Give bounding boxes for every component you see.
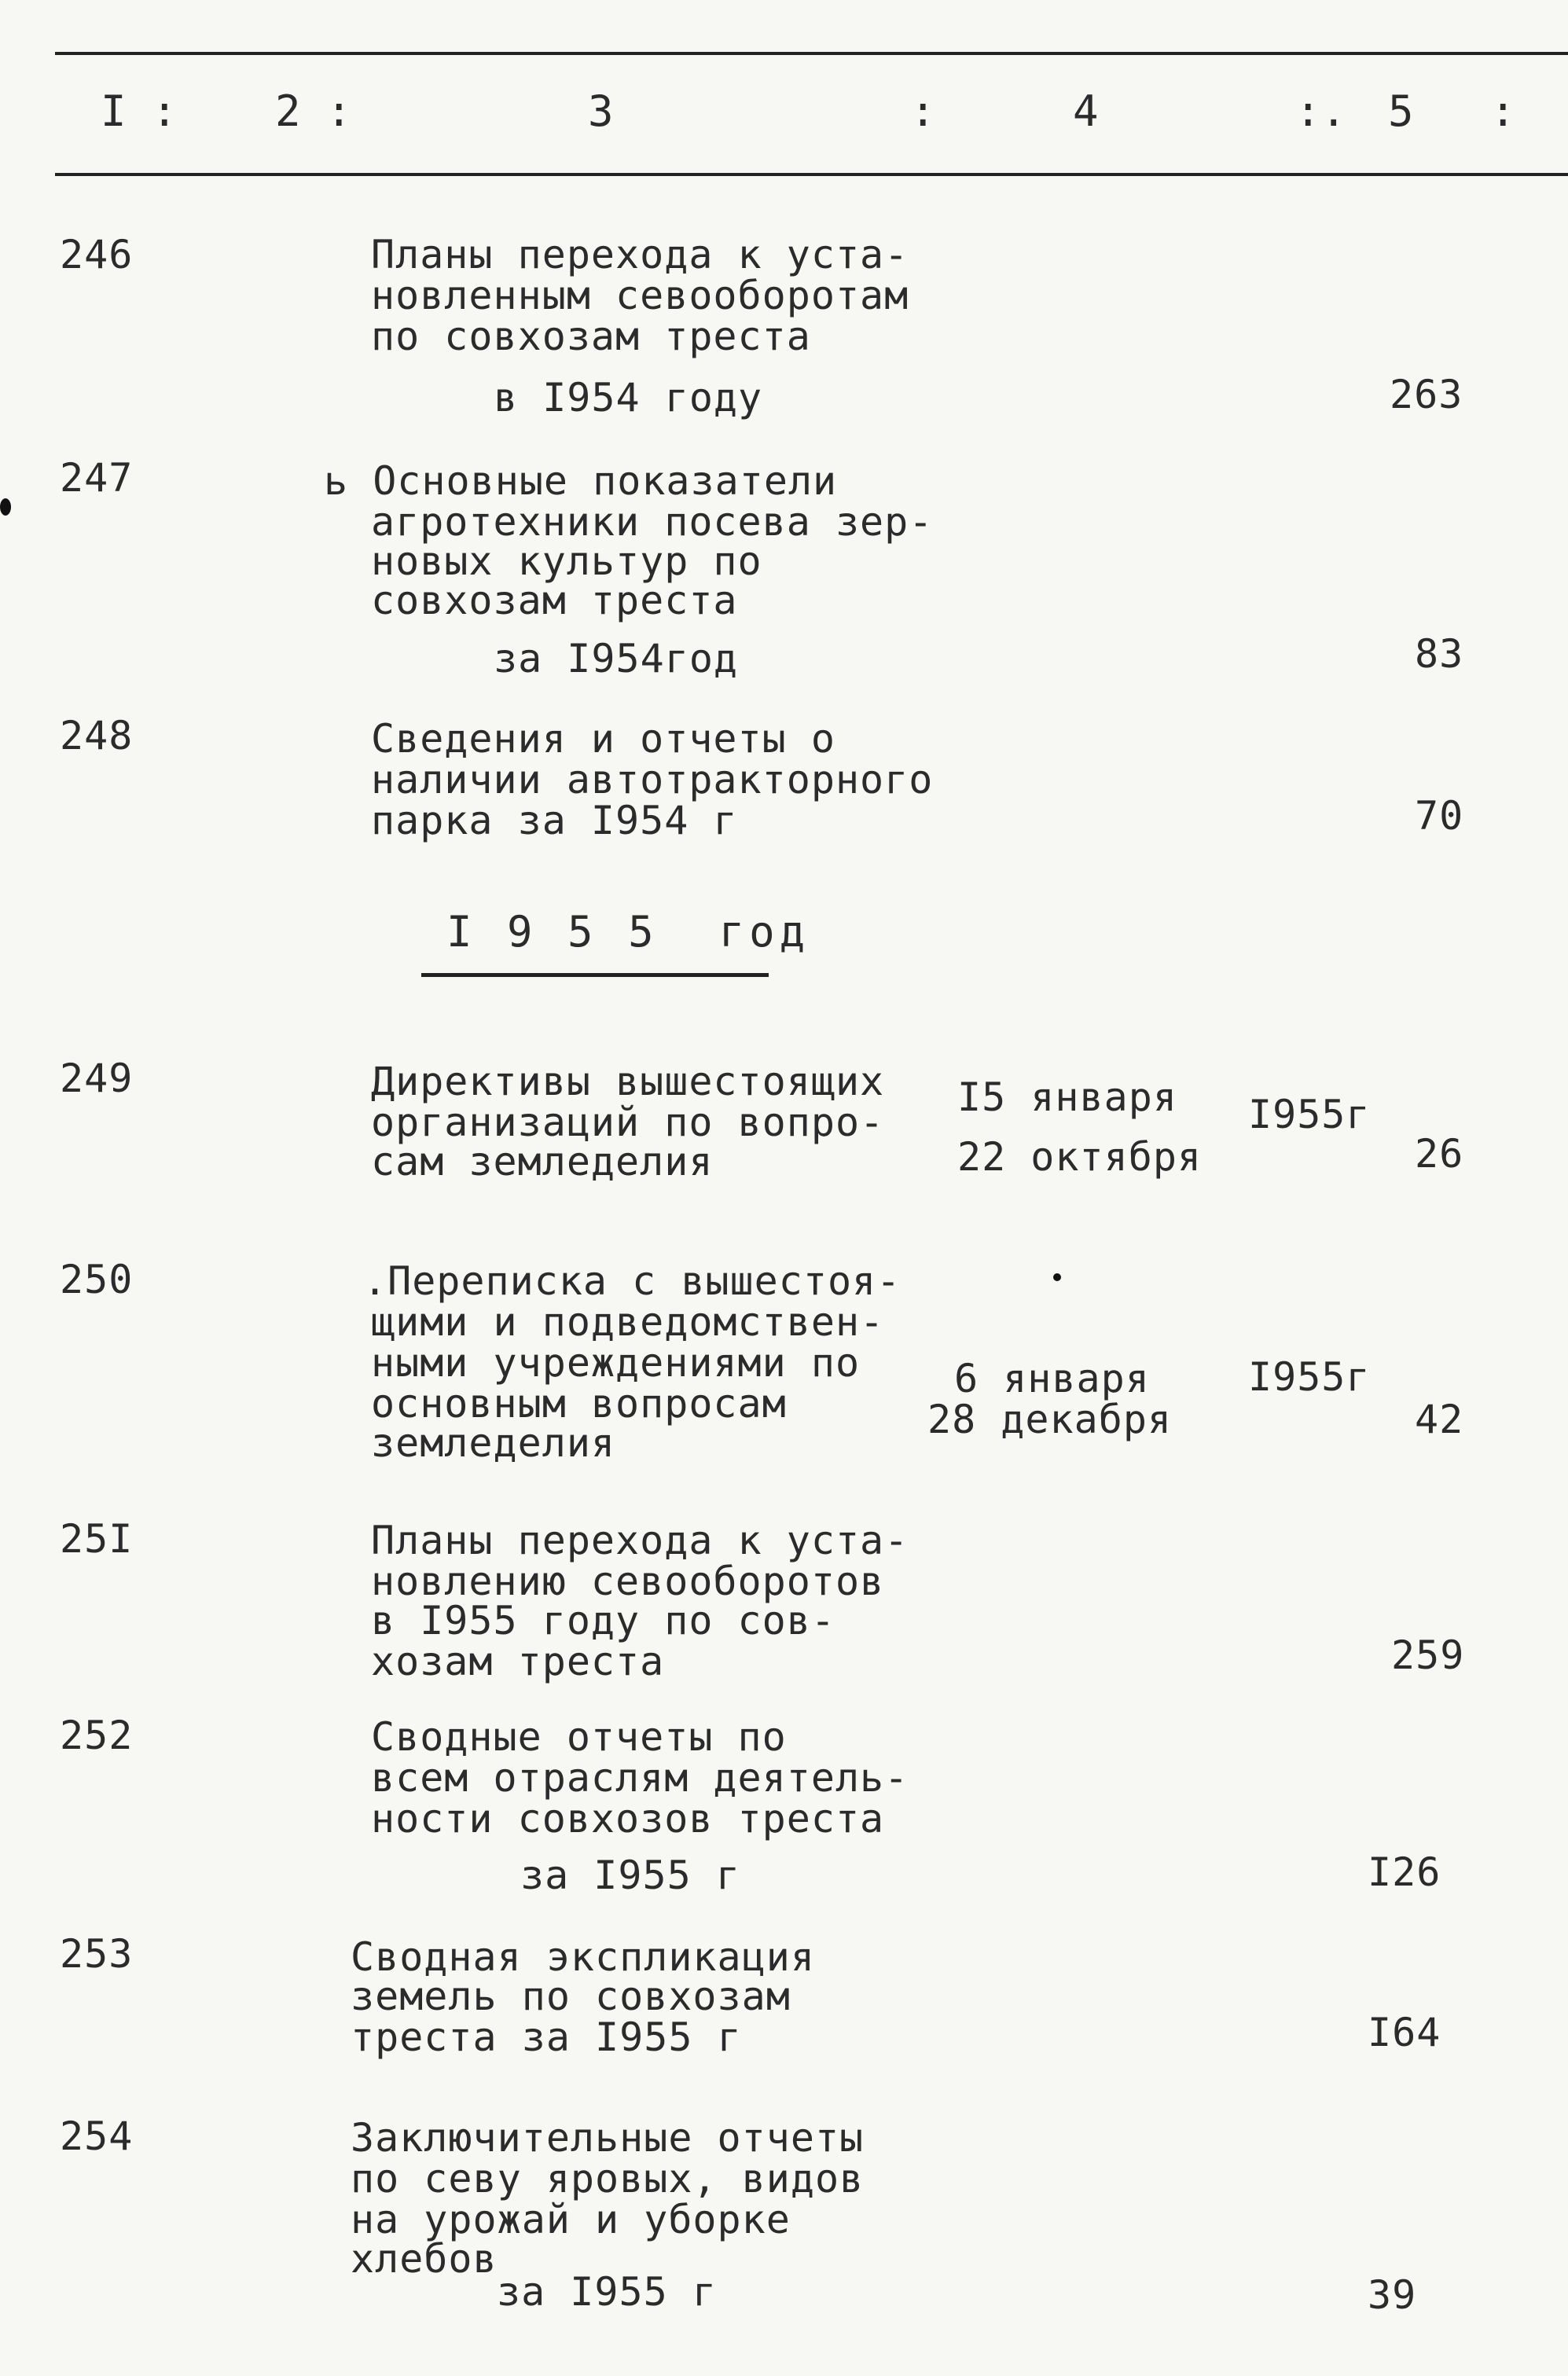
entry-title-line: наличии автотракторного bbox=[371, 757, 934, 802]
entry-sheet-count: 70 bbox=[1415, 793, 1464, 839]
entry-number: 253 bbox=[60, 1931, 134, 1977]
entry-period: в I954 году bbox=[494, 375, 763, 420]
section-year-underline bbox=[421, 973, 769, 977]
entry-title-line: земледелия bbox=[371, 1420, 616, 1466]
entry-year: I955г bbox=[1248, 1092, 1371, 1137]
entry-title-line: щими и подведомствен- bbox=[371, 1299, 885, 1345]
entry-title-line: .Переписка с вышестоя- bbox=[363, 1258, 902, 1304]
punch-hole-mark bbox=[0, 498, 11, 516]
entry-date-from: 6 января bbox=[954, 1356, 1150, 1401]
column-header-1: I : bbox=[101, 86, 178, 136]
entry-title-line: земель по совхозам bbox=[351, 1974, 791, 2019]
column-header-2: 2 : bbox=[275, 86, 352, 136]
top-rule bbox=[55, 52, 1568, 55]
entry-title-line: в I955 году по сов- bbox=[371, 1598, 835, 1643]
entry-title-line: хозам треста bbox=[371, 1639, 665, 1684]
column-separator-4: :. bbox=[1295, 86, 1347, 136]
entry-number: 25I bbox=[60, 1516, 134, 1562]
entry-number: 250 bbox=[60, 1257, 134, 1302]
entry-title-line: Директивы вышестоящих bbox=[371, 1059, 885, 1104]
entry-title-line: ными учреждениями по bbox=[371, 1340, 861, 1386]
entry-number: 252 bbox=[60, 1713, 134, 1758]
entry-number: 248 bbox=[60, 713, 134, 758]
entry-number: 246 bbox=[60, 232, 134, 277]
entry-title-line: организаций по вопро- bbox=[371, 1100, 885, 1145]
entry-title-line: новленным севооборотам bbox=[371, 273, 909, 318]
entry-sheet-count: 259 bbox=[1391, 1632, 1465, 1678]
entry-title-line: хлебов bbox=[351, 2236, 498, 2282]
entry-sheet-count: 39 bbox=[1368, 2272, 1417, 2318]
column-header-4: 4 bbox=[1073, 86, 1099, 136]
entry-sheet-count: 42 bbox=[1415, 1397, 1464, 1442]
entry-number: 247 bbox=[60, 455, 134, 501]
column-header-3: 3 bbox=[588, 86, 614, 136]
ink-speck bbox=[1053, 1273, 1061, 1281]
entry-title-line: сам земледелия bbox=[371, 1139, 714, 1184]
entry-title-line: основным вопросам bbox=[371, 1381, 787, 1427]
entry-period: за I955 г bbox=[497, 2269, 717, 2315]
entry-title-line: ь Основные показатели bbox=[324, 458, 838, 504]
entry-title-line: Заключительные отчеты bbox=[351, 2115, 865, 2161]
entry-date-to: 28 декабря bbox=[927, 1397, 1173, 1442]
entry-date-from: I5 января bbox=[957, 1074, 1177, 1120]
section-year-title: I 9 5 5 год bbox=[446, 907, 810, 957]
entry-title-line: Планы перехода к уста- bbox=[371, 232, 909, 277]
entry-date-to: 22 октября bbox=[957, 1134, 1203, 1180]
entry-title-line: по севу яровых, видов bbox=[351, 2156, 865, 2202]
entry-sheet-count: I64 bbox=[1368, 2010, 1441, 2055]
entry-title-line: агротехники посева зер- bbox=[371, 499, 934, 545]
entry-title-line: Сведения и отчеты о bbox=[371, 716, 835, 762]
entry-title-line: Сводные отчеты по bbox=[371, 1714, 787, 1760]
column-header-5: 5 bbox=[1388, 86, 1414, 136]
entry-title-line: новлению севооборотов bbox=[371, 1559, 885, 1604]
entry-title-line: Сводная экспликация bbox=[351, 1934, 815, 1980]
entry-title-line: по совхозам треста bbox=[371, 314, 811, 359]
entry-title-line: Планы перехода к уста- bbox=[371, 1518, 909, 1563]
header-bottom-rule bbox=[55, 173, 1568, 176]
column-separator-5: : bbox=[1490, 86, 1516, 136]
entry-title-line: всем отраслям деятель- bbox=[371, 1755, 909, 1801]
entry-title-line: парка за I954 г bbox=[371, 798, 738, 843]
entry-sheet-count: 26 bbox=[1415, 1131, 1464, 1177]
column-separator-3: : bbox=[910, 86, 936, 136]
entry-sheet-count: 83 bbox=[1415, 631, 1464, 677]
entry-year: I955г bbox=[1248, 1354, 1371, 1400]
entry-sheet-count: 263 bbox=[1390, 372, 1463, 417]
entry-title-line: совхозам треста bbox=[371, 578, 738, 623]
entry-sheet-count: I26 bbox=[1368, 1849, 1441, 1895]
entry-period: за I955 г bbox=[520, 1853, 740, 1898]
entry-title-line: новых культур по bbox=[371, 538, 762, 584]
entry-period: за I954год bbox=[494, 636, 739, 681]
entry-title-line: на урожай и уборке bbox=[351, 2197, 791, 2242]
entry-title-line: ности совхозов треста bbox=[371, 1796, 885, 1842]
entry-number: 254 bbox=[60, 2113, 134, 2159]
entry-number: 249 bbox=[60, 1056, 134, 1101]
entry-title-line: треста за I955 г bbox=[351, 2014, 742, 2060]
